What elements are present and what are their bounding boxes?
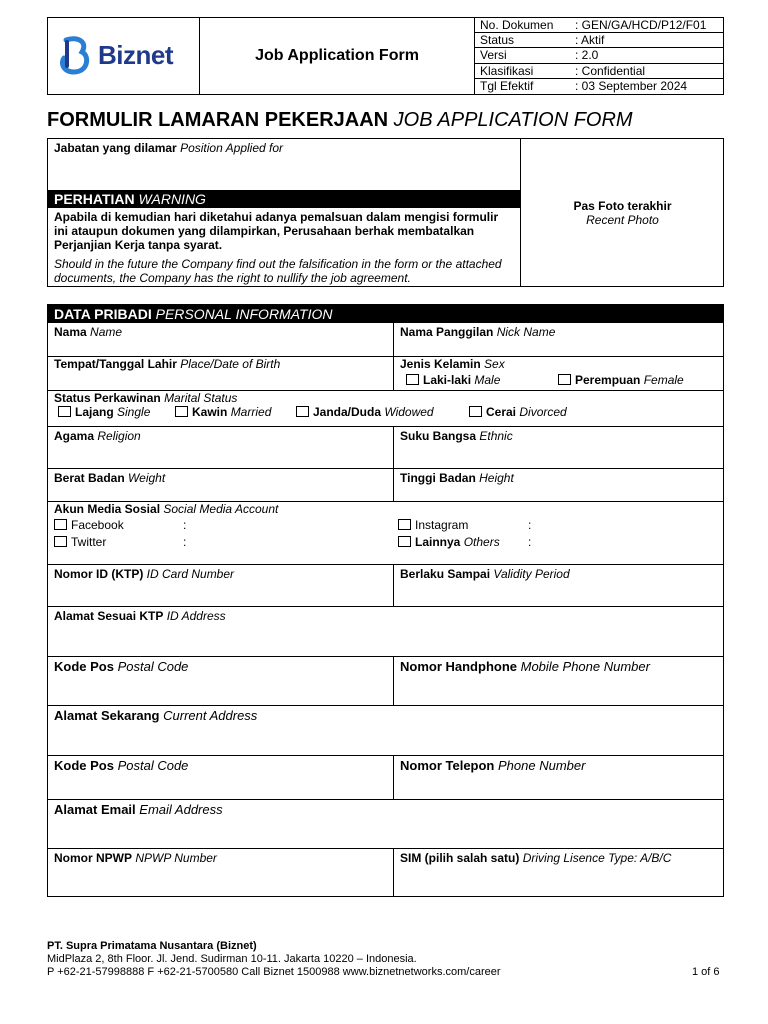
mobile-phone-field[interactable] [394,657,723,705]
meta-row [475,64,724,79]
ethnic-field[interactable] [394,427,723,468]
label-en: Place/Date of Birth [180,357,281,371]
social-option-twitter[interactable] [54,535,106,549]
footer-contact: P +62-21-57998888 F +62-21-5700580 Call Biznet 1500988 www.biznetnetworks.com/career [47,966,501,978]
label-id: Jenis Kelamin [400,357,481,371]
biznet-logo-icon [58,36,92,76]
validity-field[interactable] [394,565,723,606]
meta-value: : GEN/GA/HCD/P12/F01 [575,18,707,32]
social-colon: : [528,518,532,532]
warning-title-id: PERHATIAN [54,191,135,207]
social-option-facebook[interactable] [54,518,124,532]
form-row [48,657,723,706]
label-en: Current Address [163,708,258,723]
social-colon: : [183,518,187,532]
form-row [48,800,723,849]
section-title-id: DATA PRIBADI [54,306,152,322]
name-field[interactable] [48,323,394,356]
document-header [47,17,724,95]
personal-info-heading [48,305,723,323]
label-en: ID Card Number [146,567,235,581]
label-en: Social Media Account [163,502,279,516]
label-en: Nick Name [496,325,556,339]
label-id: Nomor ID (KTP) [54,567,144,581]
form-row [48,323,723,357]
option-id: Laki-laki [423,373,472,387]
position-applied-field[interactable] [48,139,521,286]
option-en: Widowed [384,405,434,419]
warning-heading [48,190,520,208]
meta-key: No. Dokumen [480,18,554,32]
option-en: Single [117,405,151,419]
checkbox[interactable] [58,406,71,417]
label-en: Position Applied for [180,141,284,155]
weight-field[interactable] [48,469,394,501]
label-id: Berlaku Sampai [400,567,491,581]
label-id: Alamat Sesuai KTP [54,609,164,623]
marital-option-single[interactable] [58,405,150,419]
meta-value: : Confidential [575,63,646,78]
postal-code-field[interactable] [48,756,394,799]
label-id: Nama Panggilan [400,325,494,339]
meta-key: Status [480,33,515,48]
label-id: Nomor Handphone [400,659,517,674]
label-en: Email Address [139,802,223,817]
marital-status-field [48,391,723,426]
checkbox[interactable] [54,536,67,547]
checkbox[interactable] [175,406,188,417]
social-option-others[interactable] [398,535,500,549]
label-id: Berat Badan [54,471,125,485]
footer [47,940,501,979]
meta-value: : 03 September 2024 [575,78,688,93]
form-row [48,706,723,756]
label-id: Akun Media Sosial [54,502,161,516]
label-en: Validity Period [493,567,570,581]
logo-cell [48,18,200,94]
section-title-en: PERSONAL INFORMATION [155,306,333,322]
photo-label-en: Recent Photo [586,212,659,227]
phone-number-field[interactable] [394,756,723,799]
label-en: ID Address [166,609,226,623]
label-en: Postal Code [117,659,189,674]
social-colon: : [183,535,187,549]
option-id: Lajang [75,405,114,419]
option-id: Cerai [486,405,517,419]
nickname-field[interactable] [394,323,723,356]
checkbox[interactable] [558,374,571,385]
checkbox[interactable] [296,406,309,417]
personal-info-section [47,304,724,897]
page-number: 1 of 6 [692,966,720,978]
label-en: NPWP Number [135,851,217,865]
label-id: Kode Pos [54,758,114,773]
label-id: Tempat/Tanggal Lahir [54,357,177,371]
meta-value: : 2.0 [575,48,599,63]
label-en: Name [90,325,123,339]
page-title-id: FORMULIR LAMARAN PEKERJAAN [47,109,389,131]
form-row [48,849,723,896]
form-row [48,391,723,427]
meta-key: Klasifikasi [480,63,534,78]
logo-text: Biznet [98,40,173,70]
page-title [47,108,633,132]
label-en: Mobile Phone Number [520,659,650,674]
position-section [47,138,724,287]
label-id: Nomor NPWP [54,851,132,865]
option-en: Female [643,373,684,387]
form-row [48,357,723,391]
id-address-field[interactable] [48,607,723,656]
label-id: Suku Bangsa [400,429,477,443]
meta-row [475,48,724,63]
meta-key: Tgl Efektif [480,78,534,93]
marital-option-widowed[interactable] [296,405,434,419]
label-id: Agama [54,429,95,443]
id-card-field[interactable] [48,565,394,606]
label-en: Religion [97,429,141,443]
option-label: Twitter [71,535,107,549]
label-en: Sex [484,357,505,371]
label-id: Alamat Email [54,802,136,817]
label-id: Nomor Telepon [400,758,495,773]
social-colon: : [528,535,532,549]
option-en: Others [463,535,500,549]
option-en: Divorced [519,405,567,419]
form-row [48,565,723,607]
position-applied-label [54,141,283,155]
birth-field[interactable] [48,357,394,390]
warning-text-en: Should in the future the Company find out the falsification in the form or the attached documents, the Company has the right to nullify the job agreement. [54,257,502,285]
option-en: Married [230,405,272,419]
npwp-field[interactable] [48,849,394,896]
footer-address: MidPlaza 2, 8th Floor. Jl. Jend. Sudirman 10-11. Jakarta 10220 – Indonesia. [47,953,417,965]
label-en: Phone Number [498,758,586,773]
option-label: Facebook [71,518,124,532]
checkbox[interactable] [398,536,411,547]
sex-option-female[interactable] [558,373,684,387]
form-row [48,469,723,502]
email-field[interactable] [48,800,723,848]
label-id: Status Perkawinan [54,391,161,405]
option-id: Janda/Duda [313,405,382,419]
form-row [48,607,723,657]
warning-text-id: Apabila di kemudian hari diketahui adanya pemalsuan dalam mengisi formulir ini ataupun dokumen yang dilampirkan, Perusahaan berhak membatalkan Perjanjian Kerja tanpa syarat. [54,210,499,252]
label-en: Driving Lisence Type: A/B/C [522,851,672,865]
meta-row [475,79,724,94]
marital-option-divorced[interactable] [469,405,567,419]
form-title: Job Application Form [200,18,475,94]
social-option-instagram[interactable] [398,518,468,532]
photo-label-id: Pas Foto terakhir [573,198,672,213]
checkbox[interactable] [398,519,411,530]
label-id: Jabatan yang dilamar [54,141,177,155]
label-id: Nama [54,325,87,339]
label-en: Weight [128,471,166,485]
checkbox[interactable] [54,519,67,530]
sex-field [394,357,723,390]
option-id: Kawin [192,405,228,419]
checkbox[interactable] [406,374,419,385]
option-id: Perempuan [575,373,641,387]
height-field[interactable] [394,469,723,501]
option-label: Instagram [415,518,469,532]
meta-key: Versi [480,48,507,63]
meta-row [475,33,724,48]
page-title-en: JOB APPLICATION FORM [393,109,633,131]
marital-option-married[interactable] [175,405,271,419]
form-row [48,502,723,565]
document-meta [475,18,724,94]
label-en: Ethnic [479,429,513,443]
checkbox[interactable] [469,406,482,417]
form-row [48,756,723,800]
photo-box[interactable] [521,139,724,286]
label-en: Marital Status [164,391,238,405]
religion-field[interactable] [48,427,394,468]
label-en: Height [479,471,514,485]
meta-value: : Aktif [575,33,605,48]
option-en: Male [474,373,501,387]
label-id: Alamat Sekarang [54,708,160,723]
warning-title-en: WARNING [138,191,206,207]
label-id: SIM (pilih salah satu) [400,851,520,865]
meta-row [475,18,724,33]
option-id: Lainnya [415,535,461,549]
driving-license-field[interactable] [394,849,723,896]
sex-option-male[interactable] [406,373,500,387]
label-en: Postal Code [117,758,189,773]
label-id: Kode Pos [54,659,114,674]
label-id: Tinggi Badan [400,471,476,485]
social-media-field [48,502,723,564]
postal-code-field[interactable] [48,657,394,705]
footer-company: PT. Supra Primatama Nusantara (Biznet) [47,940,257,952]
current-address-field[interactable] [48,706,723,755]
form-row [48,427,723,469]
